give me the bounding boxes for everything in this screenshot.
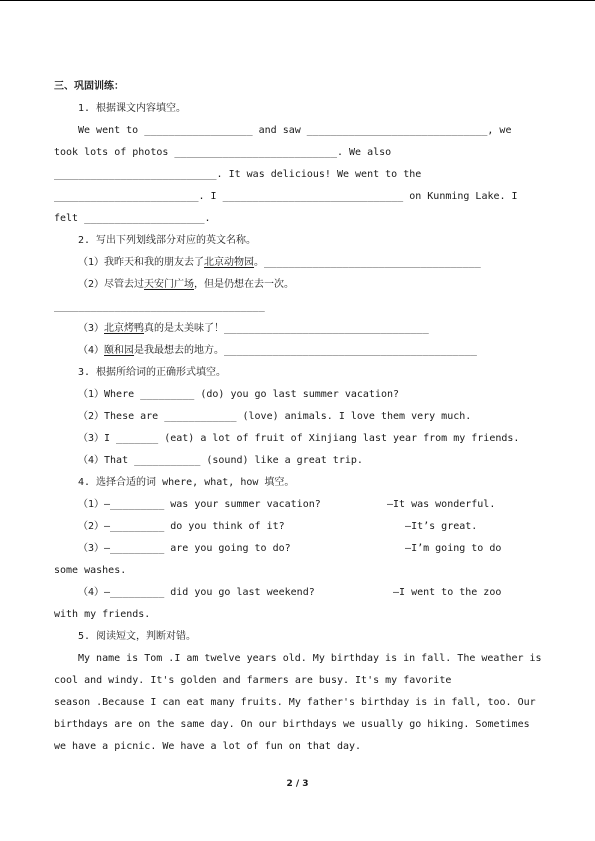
q3-item: （3）I _______ (eat) a lot of fruit of Xinjiang last year from my friends. — [78, 433, 520, 444]
q2-answer-line: ___________________________________ — [54, 301, 265, 312]
q5-passage-line: season .Because I can eat many fruits. My father's birthday is in fall, too. Our — [54, 697, 536, 708]
top-border-line — [0, 0, 595, 1]
q5-passage-line: birthdays are on the same day. On our birthdays we usually go hiking. Sometimes — [54, 719, 530, 730]
q2-item: （4）颐和园是我最想去的地方。__________________________________________ — [78, 345, 477, 356]
q3-title: 3. 根据所给词的正确形式填空。 — [78, 367, 227, 378]
q2-item: （1）我昨天和我的朋友去了北京动物园。____________________________________ — [78, 257, 481, 268]
q4-item: （2）—_________ do you think of it? —It’s great. — [78, 521, 478, 532]
q4-title: 4. 选择合适的词 where, what, how 填空。 — [78, 477, 295, 488]
q3-item: （1）Where _________ (do) you go last summer vacation? — [78, 389, 400, 400]
q2-item: （3）北京烤鸭真的是太美味了！__________________________________ — [78, 323, 429, 334]
section-heading: 三、巩固训练： — [54, 81, 124, 92]
q5-passage-line: My name is Tom .I am twelve years old. My birthday is in fall. The weather is — [78, 653, 542, 664]
q4-item: （1）—_________ was your summer vacation? —It was wonderful. — [78, 499, 496, 510]
q1-line: We went to __________________ and saw ______________________________, we — [78, 125, 512, 136]
underlined-term: 天安门广场 — [144, 279, 195, 290]
underlined-term: 北京动物园 — [204, 257, 255, 268]
q5-title: 5. 阅读短文，判断对错。 — [78, 631, 197, 642]
q2-title: 2. 写出下列划线部分对应的英文名称。 — [78, 235, 257, 246]
q1-title: 1. 根据课文内容填空。 — [78, 103, 187, 114]
q1-line: took lots of photos ___________________________. We also — [54, 147, 392, 158]
page-number: 2 / 3 — [286, 779, 309, 789]
q2-item: （2）尽管去过天安门广场，但是仍想在去一次。 — [78, 279, 295, 290]
q4-item: （4）—_________ did you go last weekend? —I went to the zoo — [78, 587, 502, 598]
q1-line: felt ____________________. — [54, 213, 211, 224]
q3-item: （4）That ___________ (sound) like a great trip. — [78, 455, 363, 466]
q1-line: ___________________________. It was delicious! We went to the — [54, 169, 422, 180]
q4-item: （3）—_________ are you going to do? —I’m going to do — [78, 543, 502, 554]
q1-line: ________________________. I ______________________________ on Kunming Lake. I — [54, 191, 518, 202]
underlined-term: 颐和园 — [104, 345, 135, 356]
underlined-term: 北京烤鸭 — [104, 323, 145, 334]
q5-passage-line: we have a picnic. We have a lot of fun on that day. — [54, 741, 362, 752]
q4-item-continued: some washes. — [54, 565, 127, 576]
q4-item-continued: with my friends. — [54, 609, 151, 620]
q5-passage-line: cool and windy. It's golden and farmers are busy. It's my favorite — [54, 675, 452, 686]
q3-item: （2）These are ____________ (love) animals. I love them very much. — [78, 411, 472, 422]
